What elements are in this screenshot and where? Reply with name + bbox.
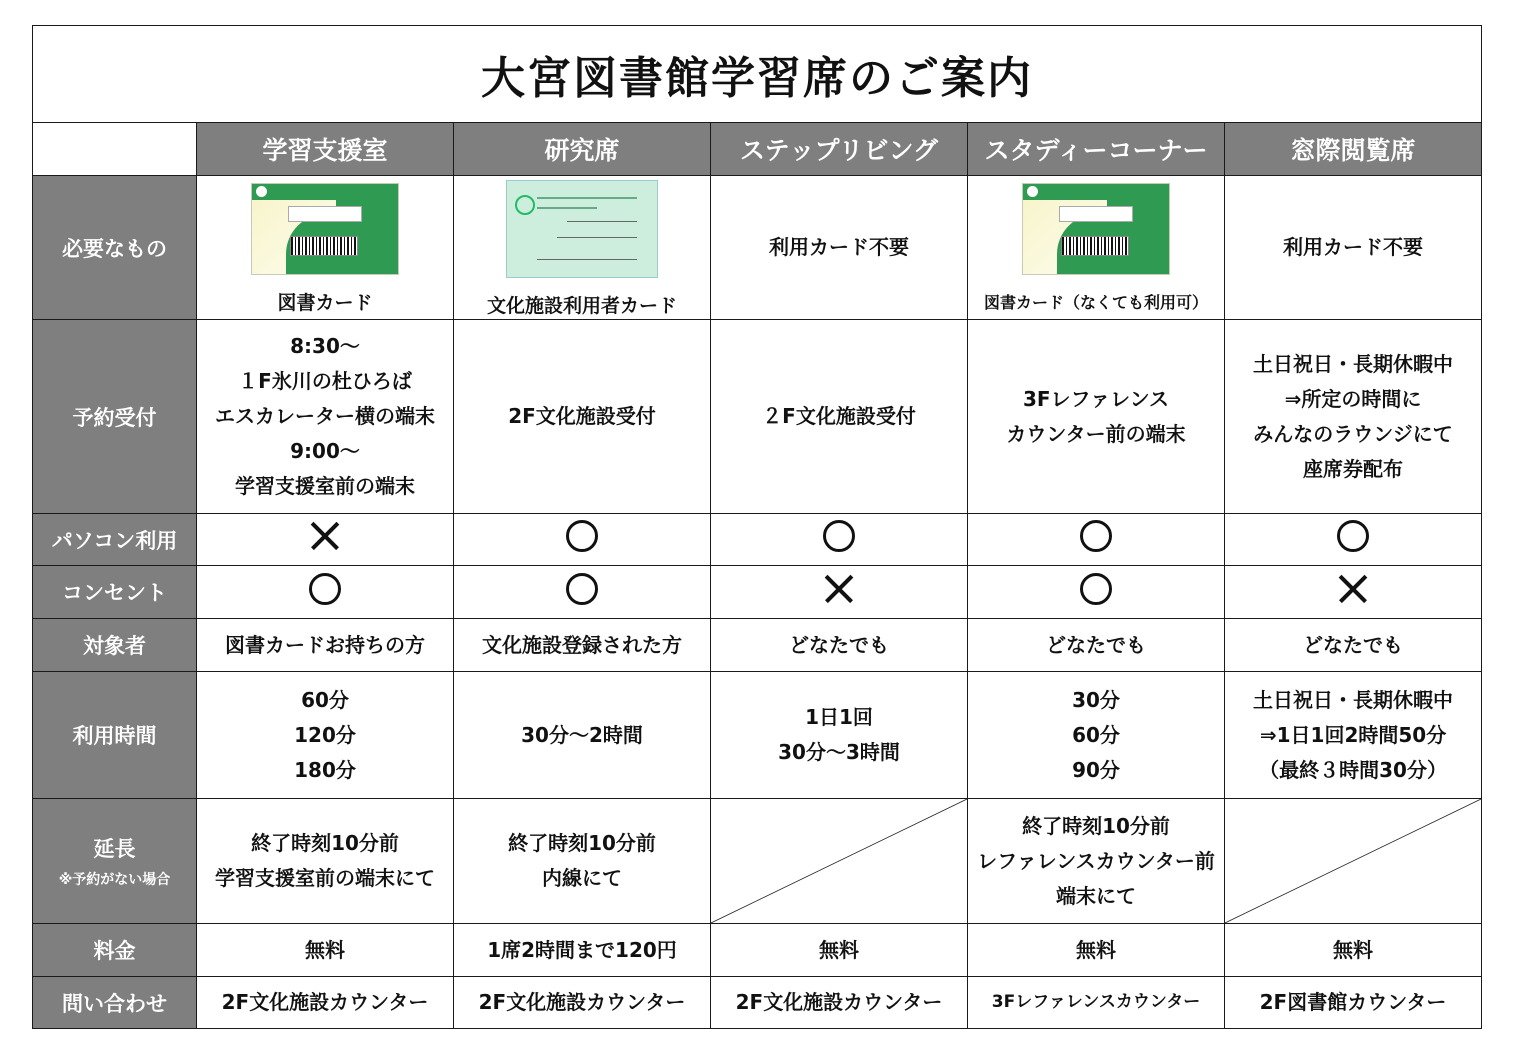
row-pc (33, 514, 1482, 566)
text-line: 学習支援室前の端末にて (215, 866, 435, 890)
cell-pc-3 (968, 514, 1225, 566)
cross-unavailable-icon (1338, 574, 1368, 604)
text-line: 終了時刻10分前 (251, 831, 399, 855)
text-line: 土日祝日・長期休暇中 (1253, 351, 1454, 376)
col-header-study-support: 学習支援室 (197, 123, 454, 176)
cell-time-3 (968, 672, 1225, 799)
text-line: 120分 (294, 722, 356, 747)
cell-reservation-3 (968, 320, 1225, 514)
circle-available-icon (823, 520, 855, 552)
cell-contact-0: 2F文化施設カウンター (197, 977, 454, 1029)
text-line: 2F文化施設受付 (508, 404, 656, 428)
cell-pc-1 (454, 514, 711, 566)
text-line: ⇒1日1回2時間50分 (1259, 722, 1447, 747)
cell-target-4: どなたでも (1225, 619, 1482, 672)
cell-contact-3: 3Fレファレンスカウンター (968, 977, 1225, 1029)
text-line: 8:30～ (290, 334, 360, 358)
row-target (33, 619, 1482, 672)
caption-library-card: 図書カード (277, 292, 373, 314)
caption-facility-card: 文化施設利用者カード (486, 295, 677, 317)
cell-contact-2: 2F文化施設カウンター (711, 977, 968, 1029)
cell-reservation-4 (1225, 320, 1482, 514)
text-line: 3Fレファレンス (1022, 386, 1170, 411)
cell-contact-1: 2F文化施設カウンター (454, 977, 711, 1029)
row-extension (33, 799, 1482, 924)
row-label-contact: 問い合わせ (33, 977, 197, 1029)
cell-outlet-3 (968, 566, 1225, 619)
cell-required-0 (197, 176, 454, 320)
row-time (33, 672, 1482, 799)
row-label-time: 利用時間 (33, 672, 197, 799)
row-label-pc: パソコン利用 (33, 514, 197, 566)
text-line: １F氷川の杜ひろば (238, 369, 412, 393)
text-line: 終了時刻10分前 (1022, 813, 1170, 838)
cell-pc-4 (1225, 514, 1482, 566)
circle-available-icon (1337, 520, 1369, 552)
cell-target-2: どなたでも (711, 619, 968, 672)
circle-available-icon (566, 520, 598, 552)
cell-outlet-1 (454, 566, 711, 619)
facility-card-image (506, 180, 658, 278)
text-line: みんなのラウンジにて (1253, 421, 1453, 446)
row-label-outlet: コンセント (33, 566, 197, 619)
circle-available-icon (1080, 520, 1112, 552)
row-label-fee: 料金 (33, 924, 197, 977)
text-line: （最終３時間30分） (1259, 757, 1447, 782)
cell-extension-2-not-applicable (711, 799, 968, 924)
row-label-reservation: 予約受付 (33, 320, 197, 514)
circle-available-icon (1080, 573, 1112, 605)
text-line: レファレンスカウンター前 (977, 848, 1215, 873)
cell-time-2 (711, 672, 968, 799)
col-header-step-living: ステップリビング (711, 123, 968, 176)
cell-fee-1: 1席2時間まで120円 (454, 924, 711, 977)
cell-fee-0: 無料 (197, 924, 454, 977)
row-contact (33, 977, 1482, 1029)
corner-cell (33, 123, 197, 176)
text-line: 30分～3時間 (778, 740, 900, 764)
text-line: 30分～2時間 (521, 722, 643, 747)
library-card-image (251, 183, 399, 275)
text-line: 終了時刻10分前 (508, 831, 656, 855)
cell-fee-2: 無料 (711, 924, 968, 977)
cell-extension-1 (454, 799, 711, 924)
row-outlet (33, 566, 1482, 619)
text-line: エスカレーター横の端末 (215, 404, 435, 428)
text-line: ⇒所定の時間に (1284, 386, 1422, 411)
cell-outlet-4 (1225, 566, 1482, 619)
col-header-research: 研究席 (454, 123, 711, 176)
extension-label: 延長 (93, 837, 136, 861)
text-line: 端末にて (1056, 883, 1136, 908)
cell-target-1: 文化施設登録された方 (454, 619, 711, 672)
cell-reservation-2 (711, 320, 968, 514)
library-card-image (1022, 183, 1170, 275)
cell-reservation-0 (197, 320, 454, 514)
cell-time-4 (1225, 672, 1482, 799)
circle-available-icon (566, 573, 598, 605)
cell-required-2: 利用カード不要 (711, 176, 968, 320)
diagonal-slash-icon (1225, 799, 1481, 923)
text-line: 180分 (294, 757, 356, 782)
text-line: 90分 (1072, 757, 1120, 782)
cell-pc-2 (711, 514, 968, 566)
cell-target-0: 図書カードお持ちの方 (197, 619, 454, 672)
cross-unavailable-icon (824, 574, 854, 604)
col-header-window-seats: 窓際閲覧席 (1225, 123, 1482, 176)
cell-extension-4-not-applicable (1225, 799, 1482, 924)
text-line: カウンター前の端末 (1006, 421, 1186, 446)
row-required (33, 176, 1482, 320)
row-fee (33, 924, 1482, 977)
cell-extension-0 (197, 799, 454, 924)
cell-required-3 (968, 176, 1225, 320)
cross-unavailable-icon (310, 521, 340, 551)
cell-target-3: どなたでも (968, 619, 1225, 672)
row-reservation (33, 320, 1482, 514)
cell-pc-0 (197, 514, 454, 566)
circle-available-icon (309, 573, 341, 605)
cell-contact-4: 2F図書館カウンター (1225, 977, 1482, 1029)
cell-time-0 (197, 672, 454, 799)
text-line: 座席券配布 (1303, 456, 1404, 481)
cell-fee-4: 無料 (1225, 924, 1482, 977)
row-label-target: 対象者 (33, 619, 197, 672)
text-line: 1日1回 (805, 705, 873, 729)
text-line: 学習支援室前の端末 (235, 474, 415, 498)
seat-guide-table (32, 25, 1482, 1029)
text-line: 60分 (301, 687, 349, 712)
cell-outlet-0 (197, 566, 454, 619)
guide-sheet (32, 25, 1481, 1018)
caption-library-card-optional: 図書カード（なくても利用可） (983, 293, 1208, 312)
text-line: ２F文化施設受付 (762, 404, 916, 428)
cell-time-1 (454, 672, 711, 799)
cell-extension-3 (968, 799, 1225, 924)
cell-required-1 (454, 176, 711, 320)
text-line: 土日祝日・長期休暇中 (1253, 687, 1454, 712)
text-line: 30分 (1072, 687, 1120, 712)
extension-sublabel: ※予約がない場合 (58, 872, 171, 888)
column-header-row (33, 123, 1482, 176)
cell-fee-3: 無料 (968, 924, 1225, 977)
cell-reservation-1 (454, 320, 711, 514)
cell-outlet-2 (711, 566, 968, 619)
row-label-extension (33, 799, 197, 924)
row-label-required: 必要なもの (33, 176, 197, 320)
text-line: 60分 (1072, 722, 1120, 747)
col-header-study-corner: スタディーコーナー (968, 123, 1225, 176)
page-title: 大宮図書館学習席のご案内 (33, 26, 1482, 123)
cell-required-4: 利用カード不要 (1225, 176, 1482, 320)
text-line: 内線にて (542, 866, 622, 890)
text-line: 9:00～ (290, 439, 360, 463)
diagonal-slash-icon (711, 799, 967, 923)
